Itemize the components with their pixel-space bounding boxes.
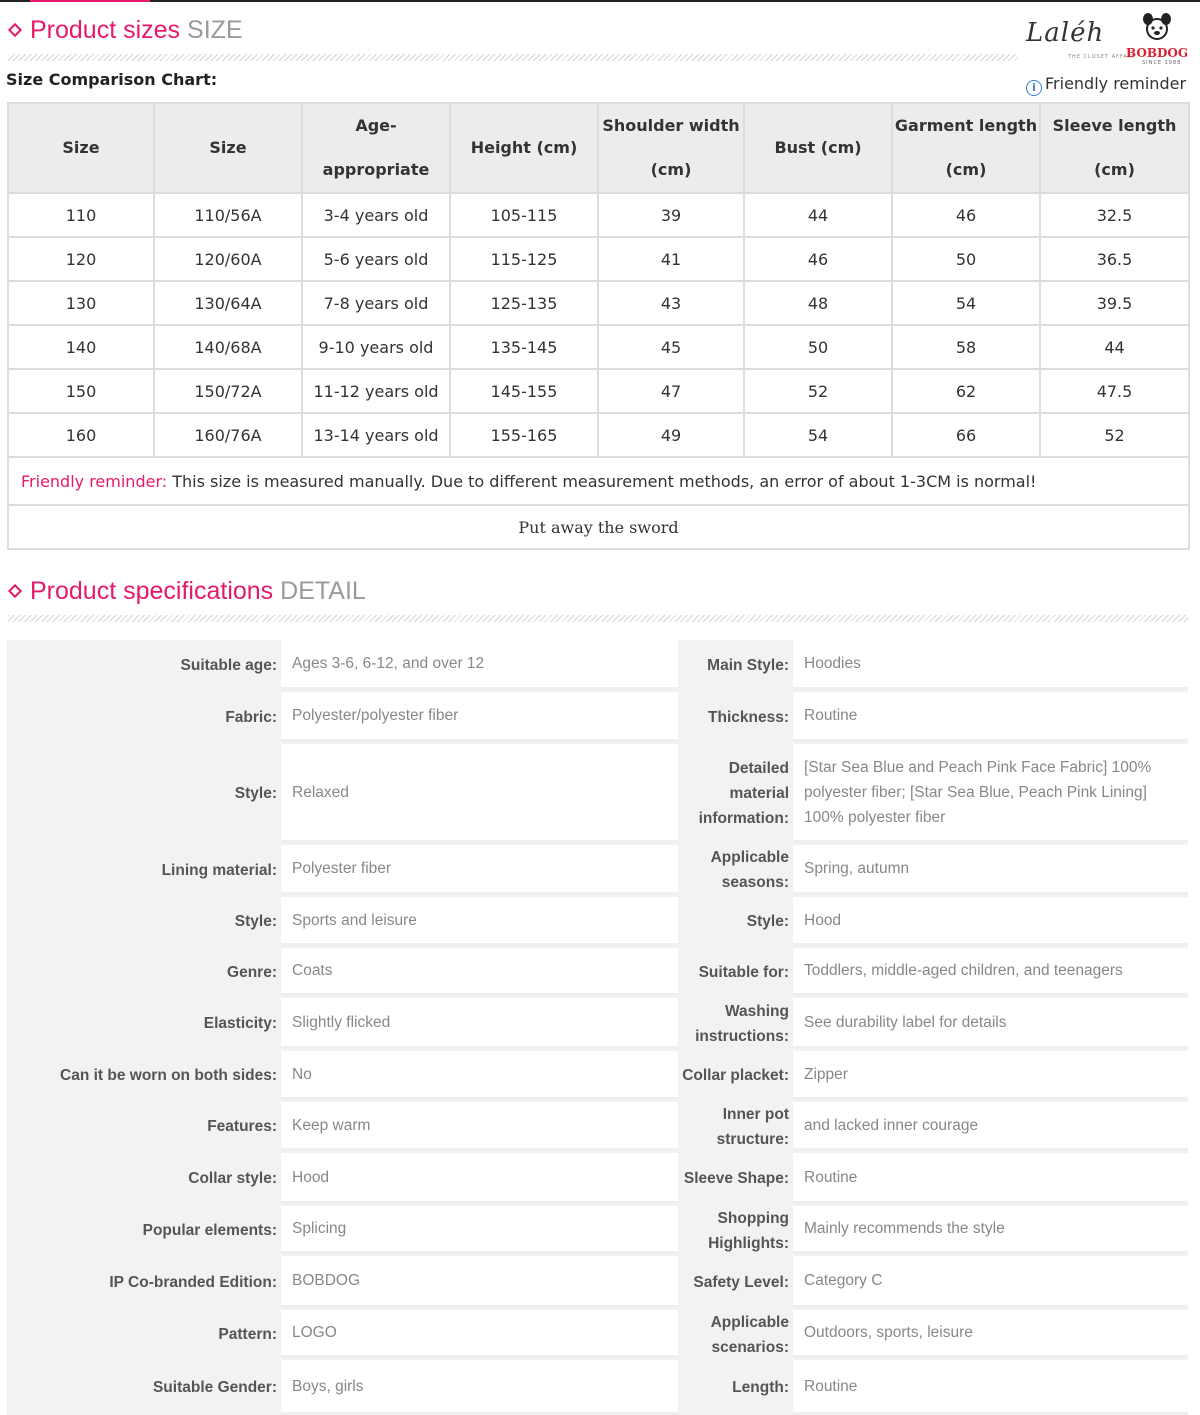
size-cell: 44: [744, 193, 892, 237]
spec-value: Toddlers, middle-aged children, and teenagers: [793, 948, 1188, 996]
spec-key: Thickness:: [680, 692, 793, 742]
size-header-cell: [8, 103, 154, 193]
size-cell: 110: [8, 193, 154, 237]
spec-value: See durability label for details: [793, 998, 1188, 1049]
friendly-reminder-link[interactable]: [1026, 74, 1186, 96]
spec-value: Relaxed: [281, 744, 678, 843]
size-header-cell: [744, 103, 892, 193]
size-cell: 46: [892, 193, 1040, 237]
spec-value: Mainly recommends the style: [793, 1206, 1188, 1254]
size-cell: 145-155: [450, 369, 598, 413]
spec-key: Detailed material information:: [680, 744, 793, 843]
size-header-cell: [892, 103, 1040, 193]
spec-value: Hood: [281, 1153, 678, 1204]
spec-value: [Star Sea Blue and Peach Pink Face Fabric] 100% polyester fiber; [Star Sea Blue, Peach Pink Lining] 100% polyester fiber: [793, 744, 1188, 843]
spec-key: Applicable scenarios:: [680, 1310, 793, 1358]
size-footer-row: [8, 505, 1189, 549]
size-cell: 49: [598, 413, 744, 457]
top-accent-bar: [30, 0, 150, 2]
spec-value: Ages 3-6, 6-12, and over 12: [281, 640, 678, 690]
spec-row: [7, 640, 678, 690]
spec-row: [7, 897, 678, 946]
spec-key: Style:: [680, 897, 793, 946]
size-row: [8, 413, 1189, 457]
size-cell: 54: [744, 413, 892, 457]
size-cell: 43: [598, 281, 744, 325]
size-cell: 135-145: [450, 325, 598, 369]
spec-key: Genre:: [7, 948, 281, 996]
spec-key: Suitable for:: [680, 948, 793, 996]
size-header-line: Shoulder width: [602, 116, 740, 135]
size-cell: 7-8 years old: [302, 281, 450, 325]
spec-key: Elasticity:: [7, 998, 281, 1049]
spec-value: Coats: [281, 948, 678, 996]
size-header-line: Size: [62, 138, 100, 157]
size-cell: 52: [744, 369, 892, 413]
spec-value: Routine: [793, 1360, 1188, 1415]
dog-mascot-icon: [1140, 10, 1174, 44]
spec-row: [680, 845, 1188, 895]
spec-row: [7, 1360, 678, 1415]
spec-key: Style:: [7, 897, 281, 946]
size-cell: 52: [1040, 413, 1189, 457]
spec-key: Collar placket:: [680, 1051, 793, 1100]
spec-key: Lining material:: [7, 845, 281, 895]
size-cell: 41: [598, 237, 744, 281]
spec-key: Popular elements:: [7, 1206, 281, 1254]
diamond-icon: [8, 584, 22, 598]
spec-row: [7, 948, 678, 996]
size-cell: 130: [8, 281, 154, 325]
logo-brand-sub: SINCE 1988: [1142, 60, 1182, 66]
size-header-line: (cm): [650, 160, 692, 179]
size-header-cell: [598, 103, 744, 193]
size-cell: 150/72A: [154, 369, 302, 413]
spec-value: Spring, autumn: [793, 845, 1188, 895]
spec-row: [7, 1102, 678, 1151]
logo-script-sub: THE CLOSET AFFAIR: [1068, 54, 1135, 60]
spec-key: Length:: [680, 1360, 793, 1415]
size-cell: 13-14 years old: [302, 413, 450, 457]
spec-value: LOGO: [281, 1310, 678, 1358]
spec-key: Applicable seasons:: [680, 845, 793, 895]
size-row: [8, 193, 1189, 237]
size-cell: 155-165: [450, 413, 598, 457]
spec-value: Boys, girls: [281, 1360, 678, 1415]
size-cell: 120: [8, 237, 154, 281]
spec-row: [680, 1310, 1188, 1358]
size-note-row: [8, 457, 1189, 505]
size-header-line: Size: [209, 138, 247, 157]
spec-row: [680, 744, 1188, 843]
spec-value: Polyester/polyester fiber: [281, 692, 678, 742]
size-cell: 130/64A: [154, 281, 302, 325]
spec-value: No: [281, 1051, 678, 1100]
size-header-line: Bust (cm): [774, 138, 862, 157]
size-cell: 62: [892, 369, 1040, 413]
size-cell: 160/76A: [154, 413, 302, 457]
size-cell: 47.5: [1040, 369, 1189, 413]
spec-row: [680, 1051, 1188, 1100]
spec-key: Main Style:: [680, 640, 793, 690]
spec-value: Hood: [793, 897, 1188, 946]
size-header-cell: [450, 103, 598, 193]
spec-row: [7, 998, 678, 1049]
spec-row: [680, 640, 1188, 690]
logo-brand: BOBDOG: [1126, 46, 1189, 60]
spec-value: and lacked inner courage: [793, 1102, 1188, 1151]
spec-value: Category C: [793, 1256, 1188, 1308]
spec-key: Collar style:: [7, 1153, 281, 1204]
spec-row: [680, 1206, 1188, 1254]
section-header-sizes: [8, 14, 1188, 48]
size-cell: 66: [892, 413, 1040, 457]
spec-row: [7, 1153, 678, 1204]
size-chart-label: Size Comparison Chart:: [6, 70, 218, 89]
spec-key: Sleeve Shape:: [680, 1153, 793, 1204]
size-header-line: Height (cm): [470, 138, 578, 157]
spec-key: Suitable age:: [7, 640, 281, 690]
size-footer: Put away the sword: [8, 505, 1189, 549]
spec-key: Fabric:: [7, 692, 281, 742]
section-stripe: [8, 54, 1018, 61]
spec-row: [680, 897, 1188, 946]
size-cell: 140: [8, 325, 154, 369]
spec-key: Safety Level:: [680, 1256, 793, 1308]
spec-value: Sports and leisure: [281, 897, 678, 946]
size-header-cell: [154, 103, 302, 193]
size-header-line: Garment length: [894, 116, 1038, 135]
spec-row: [7, 1310, 678, 1358]
size-cell: 44: [1040, 325, 1189, 369]
spec-key: Inner pot structure:: [680, 1102, 793, 1151]
spec-row: [680, 1102, 1188, 1151]
size-cell: 45: [598, 325, 744, 369]
size-cell: 50: [892, 237, 1040, 281]
size-cell: 32.5: [1040, 193, 1189, 237]
spec-row: [7, 845, 678, 895]
size-cell: 48: [744, 281, 892, 325]
size-cell: 105-115: [450, 193, 598, 237]
section-title-specs: Product specifications DETAIL: [30, 577, 366, 605]
size-row: [8, 237, 1189, 281]
brand-logo: [1024, 10, 1190, 68]
size-cell: 39.5: [1040, 281, 1189, 325]
size-cell: 47: [598, 369, 744, 413]
spec-key: Washing instructions:: [680, 998, 793, 1049]
size-header-line: Age-appropriate: [322, 116, 430, 179]
spec-row: [680, 948, 1188, 996]
friendly-reminder-text: Friendly reminder: [1045, 74, 1187, 93]
diamond-icon: [8, 23, 22, 37]
spec-key: Features:: [7, 1102, 281, 1151]
size-cell: 9-10 years old: [302, 325, 450, 369]
size-header-cell: [1040, 103, 1189, 193]
size-cell: 11-12 years old: [302, 369, 450, 413]
spec-row: [7, 744, 678, 843]
spec-row: [680, 692, 1188, 742]
section-stripe: [8, 615, 1188, 622]
spec-value: BOBDOG: [281, 1256, 678, 1308]
size-cell: 120/60A: [154, 237, 302, 281]
spec-key: Can it be worn on both sides:: [7, 1051, 281, 1100]
spec-value: Routine: [793, 692, 1188, 742]
size-cell: 150: [8, 369, 154, 413]
section-title-sizes: Product sizes SIZE: [30, 16, 243, 44]
size-comparison-table: [7, 102, 1190, 550]
size-table-header: [8, 103, 1189, 193]
size-row: [8, 369, 1189, 413]
spec-key: Pattern:: [7, 1310, 281, 1358]
size-cell: 160: [8, 413, 154, 457]
spec-value: Keep warm: [281, 1102, 678, 1151]
spec-key: Suitable Gender:: [7, 1360, 281, 1415]
spec-value: Polyester fiber: [281, 845, 678, 895]
size-row: [8, 325, 1189, 369]
size-header-line: (cm): [945, 160, 987, 179]
size-header-line: (cm): [1094, 160, 1135, 179]
spec-key: Shopping Highlights:: [680, 1206, 793, 1254]
size-cell: 110/56A: [154, 193, 302, 237]
spec-row: [7, 1256, 678, 1308]
size-cell: 5-6 years old: [302, 237, 450, 281]
info-icon: i: [1026, 80, 1042, 96]
size-row: [8, 281, 1189, 325]
size-cell: 50: [744, 325, 892, 369]
spec-value: Routine: [793, 1153, 1188, 1204]
spec-value: Slightly flicked: [281, 998, 678, 1049]
size-cell: 115-125: [450, 237, 598, 281]
size-cell: 39: [598, 193, 744, 237]
spec-value: Outdoors, sports, leisure: [793, 1310, 1188, 1358]
note-label: Friendly reminder:: [21, 471, 168, 491]
size-header-cell: [302, 103, 450, 193]
spec-key: IP Co-branded Edition:: [7, 1256, 281, 1308]
spec-row: [680, 1153, 1188, 1204]
spec-row: [680, 1360, 1188, 1415]
size-cell: 54: [892, 281, 1040, 325]
top-border: [0, 0, 1200, 2]
spec-row: [7, 692, 678, 742]
spec-value: Zipper: [793, 1051, 1188, 1100]
size-header-line: Sleeve length: [1052, 116, 1177, 135]
size-note: [8, 457, 1189, 505]
product-specifications: [7, 640, 1188, 1415]
size-cell: 125-135: [450, 281, 598, 325]
spec-row: [680, 1256, 1188, 1308]
spec-key: Style:: [7, 744, 281, 843]
spec-row: [7, 1051, 678, 1100]
spec-value: Splicing: [281, 1206, 678, 1254]
section-header-specs: [8, 575, 1188, 609]
note-text: This size is measured manually. Due to different measurement methods, an error of about 1-3CM is normal!: [167, 471, 1037, 491]
size-cell: 58: [892, 325, 1040, 369]
logo-script: Laléh: [1026, 18, 1105, 48]
size-cell: 3-4 years old: [302, 193, 450, 237]
size-cell: 140/68A: [154, 325, 302, 369]
spec-row: [7, 1206, 678, 1254]
size-cell: 46: [744, 237, 892, 281]
spec-value: Hoodies: [793, 640, 1188, 690]
spec-row: [680, 998, 1188, 1049]
size-cell: 36.5: [1040, 237, 1189, 281]
